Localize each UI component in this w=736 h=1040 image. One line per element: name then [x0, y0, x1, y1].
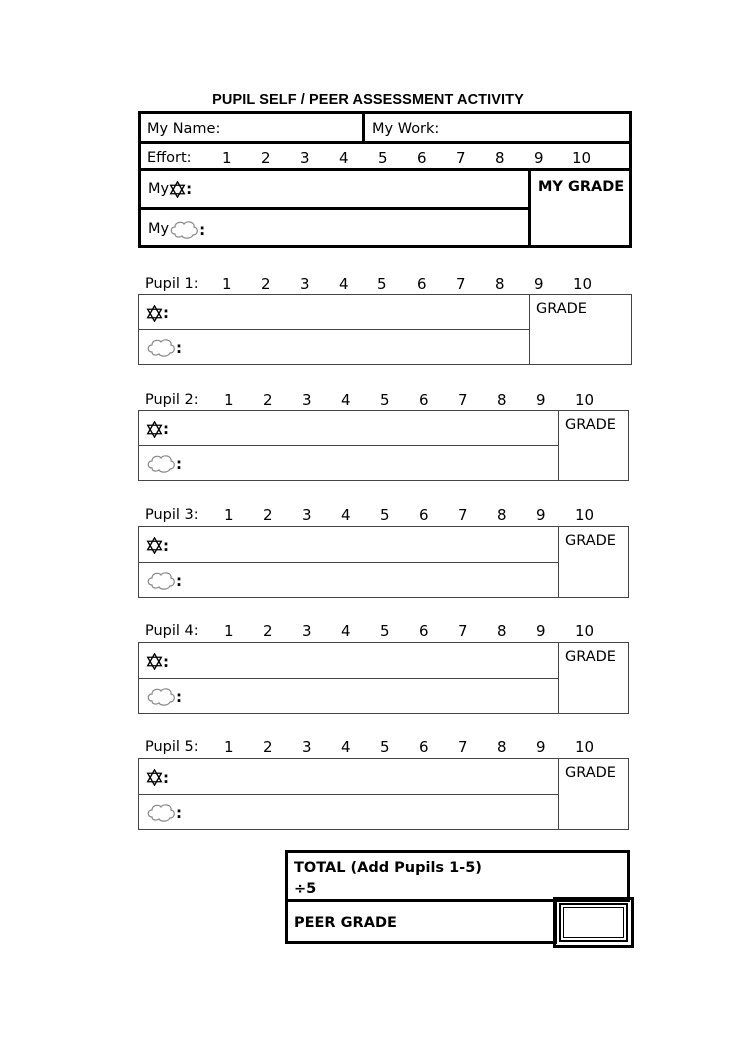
pupil-4-score-5[interactable]: 5: [380, 622, 390, 640]
effort-10[interactable]: 10: [572, 149, 592, 167]
pupil-3-label: Pupil 3:: [145, 507, 199, 523]
effort-3[interactable]: 3: [300, 149, 310, 167]
pupil-5-score-9[interactable]: 9: [536, 738, 546, 756]
my-star-field[interactable]: [138, 168, 531, 210]
pupil-3-score-6[interactable]: 6: [419, 506, 429, 524]
pupil-5-score-4[interactable]: 4: [341, 738, 351, 756]
pupil-3-star-field[interactable]: [138, 526, 559, 563]
pupil-4-score-4[interactable]: 4: [341, 622, 351, 640]
pupil-4-score-6[interactable]: 6: [419, 622, 429, 640]
thought-cloud-icon: [146, 453, 176, 475]
thought-cloud-icon: [146, 686, 176, 708]
pupil-5-grade-label: GRADE: [565, 765, 616, 781]
pupil-4-label: Pupil 4:: [145, 623, 199, 639]
pupil-4-score-1[interactable]: 1: [224, 622, 234, 640]
pupil-1-score-2[interactable]: 2: [261, 275, 271, 293]
pupil-3-thought-colon: :: [176, 572, 182, 590]
pupil-2-grade-box[interactable]: [558, 410, 629, 481]
pupil-1-score-1[interactable]: 1: [222, 275, 232, 293]
pupil-4-grade-label: GRADE: [565, 649, 616, 665]
pupil-2-thought-colon: :: [176, 455, 182, 473]
thought-cloud-icon: [146, 802, 176, 824]
pupil-2-score-8[interactable]: 8: [497, 391, 507, 409]
pupil-4-thought-field[interactable]: [138, 678, 559, 714]
pupil-5-score-6[interactable]: 6: [419, 738, 429, 756]
pupil-3-score-7[interactable]: 7: [458, 506, 468, 524]
pupil-1-label: Pupil 1:: [145, 276, 199, 292]
pupil-5-thought-colon: :: [176, 804, 182, 822]
pupil-3-thought-field[interactable]: [138, 562, 559, 598]
pupil-4-star-field[interactable]: [138, 642, 559, 679]
my-name-field[interactable]: [138, 111, 365, 144]
effort-6[interactable]: 6: [417, 149, 427, 167]
peer-grade-input[interactable]: [563, 907, 624, 938]
my-name-label: My Name:: [147, 121, 221, 137]
pupil-5-score-3[interactable]: 3: [302, 738, 312, 756]
peer-grade-inner-frame: [559, 903, 628, 942]
total-box: [285, 850, 630, 902]
star-of-david-icon: [146, 305, 163, 322]
peer-grade-label: PEER GRADE: [294, 915, 397, 931]
thought-cloud-icon: [169, 219, 199, 241]
pupil-3-grade-label: GRADE: [565, 533, 616, 549]
pupil-2-grade-label: GRADE: [565, 417, 616, 433]
effort-label: Effort:: [147, 150, 192, 166]
pupil-2-score-7[interactable]: 7: [458, 391, 468, 409]
pupil-5-score-10[interactable]: 10: [575, 738, 595, 756]
effort-8[interactable]: 8: [495, 149, 505, 167]
pupil-5-score-2[interactable]: 2: [263, 738, 273, 756]
pupil-2-star-colon: :: [163, 420, 169, 438]
pupil-4-score-3[interactable]: 3: [302, 622, 312, 640]
effort-5[interactable]: 5: [378, 149, 388, 167]
pupil-1-score-10[interactable]: 10: [573, 275, 593, 293]
pupil-1-star-field[interactable]: [138, 294, 530, 330]
pupil-5-score-5[interactable]: 5: [380, 738, 390, 756]
pupil-2-score-4[interactable]: 4: [341, 391, 351, 409]
pupil-3-score-10[interactable]: 10: [575, 506, 595, 524]
pupil-4-score-7[interactable]: 7: [458, 622, 468, 640]
pupil-5-star-field[interactable]: [138, 758, 559, 795]
pupil-3-grade-box[interactable]: [558, 526, 629, 598]
star-of-david-icon: [146, 653, 163, 670]
pupil-5-score-7[interactable]: 7: [458, 738, 468, 756]
effort-4[interactable]: 4: [339, 149, 349, 167]
effort-2[interactable]: 2: [261, 149, 271, 167]
pupil-4-grade-box[interactable]: [558, 642, 629, 714]
pupil-2-score-10[interactable]: 10: [575, 391, 595, 409]
star-of-david-icon: [146, 769, 163, 786]
page-title: PUPIL SELF / PEER ASSESSMENT ACTIVITY: [212, 92, 524, 108]
my-star-label: My: [148, 180, 170, 197]
pupil-3-score-9[interactable]: 9: [536, 506, 546, 524]
my-work-label: My Work:: [372, 121, 440, 137]
pupil-3-star-colon: :: [163, 536, 169, 555]
effort-row: [138, 141, 632, 171]
thought-cloud-icon: [146, 570, 176, 592]
my-grade-box[interactable]: [528, 168, 632, 248]
total-label: TOTAL (Add Pupils 1-5): [294, 860, 482, 876]
pupil-1-score-9[interactable]: 9: [534, 275, 544, 293]
pupil-1-score-5[interactable]: 5: [377, 275, 387, 293]
peer-grade-box[interactable]: [553, 897, 634, 948]
divide-label: ÷5: [294, 881, 317, 897]
pupil-1-grade-box[interactable]: [529, 294, 632, 365]
effort-1[interactable]: 1: [222, 149, 232, 167]
pupil-1-thought-colon: :: [176, 339, 182, 357]
pupil-1-score-3[interactable]: 3: [300, 275, 310, 293]
pupil-2-score-1[interactable]: 1: [224, 391, 234, 409]
pupil-5-score-8[interactable]: 8: [497, 738, 507, 756]
pupil-3-score-2[interactable]: 2: [263, 506, 273, 524]
pupil-5-star-colon: :: [163, 768, 169, 787]
pupil-3-score-3[interactable]: 3: [302, 506, 312, 524]
pupil-5-thought-field[interactable]: [138, 794, 559, 830]
pupil-4-score-10[interactable]: 10: [575, 622, 595, 640]
pupil-1-score-7[interactable]: 7: [456, 275, 466, 293]
pupil-3-score-5[interactable]: 5: [380, 506, 390, 524]
pupil-1-score-6[interactable]: 6: [417, 275, 427, 293]
effort-9[interactable]: 9: [534, 149, 544, 167]
peer-grade-row: [285, 899, 557, 944]
pupil-5-label: Pupil 5:: [145, 739, 199, 755]
pupil-5-grade-box[interactable]: [558, 758, 629, 830]
effort-7[interactable]: 7: [456, 149, 466, 167]
pupil-2-star-field[interactable]: [138, 410, 559, 446]
pupil-3-score-8[interactable]: 8: [497, 506, 507, 524]
pupil-4-score-2[interactable]: 2: [263, 622, 273, 640]
pupil-1-star-colon: :: [163, 304, 169, 322]
my-work-field[interactable]: [362, 111, 632, 144]
pupil-2-thought-field[interactable]: [138, 445, 559, 481]
pupil-2-score-6[interactable]: 6: [419, 391, 429, 409]
my-grade-label: MY GRADE: [538, 179, 625, 195]
pupil-1-thought-field[interactable]: [138, 329, 530, 365]
pupil-4-star-colon: :: [163, 652, 169, 671]
my-thought-field[interactable]: [138, 207, 531, 248]
pupil-4-score-9[interactable]: 9: [536, 622, 546, 640]
star-of-david-icon: [146, 421, 163, 438]
pupil-2-score-5[interactable]: 5: [380, 391, 390, 409]
pupil-1-score-8[interactable]: 8: [495, 275, 505, 293]
my-star-colon: :: [186, 180, 193, 198]
pupil-4-thought-colon: :: [176, 688, 182, 706]
star-of-david-icon: [146, 537, 163, 554]
my-thought-colon: :: [199, 220, 206, 239]
pupil-4-score-8[interactable]: 8: [497, 622, 507, 640]
pupil-1-score-4[interactable]: 4: [339, 275, 349, 293]
thought-cloud-icon: [146, 337, 176, 359]
my-thought-label: My: [148, 221, 170, 238]
pupil-3-score-4[interactable]: 4: [341, 506, 351, 524]
pupil-1-grade-label: GRADE: [536, 301, 587, 317]
pupil-2-label: Pupil 2:: [145, 392, 199, 408]
pupil-2-score-2[interactable]: 2: [263, 391, 273, 409]
pupil-2-score-3[interactable]: 3: [302, 391, 312, 409]
pupil-3-score-1[interactable]: 1: [224, 506, 234, 524]
pupil-5-score-1[interactable]: 1: [224, 738, 234, 756]
star-of-david-icon: [169, 181, 186, 198]
pupil-2-score-9[interactable]: 9: [536, 391, 546, 409]
